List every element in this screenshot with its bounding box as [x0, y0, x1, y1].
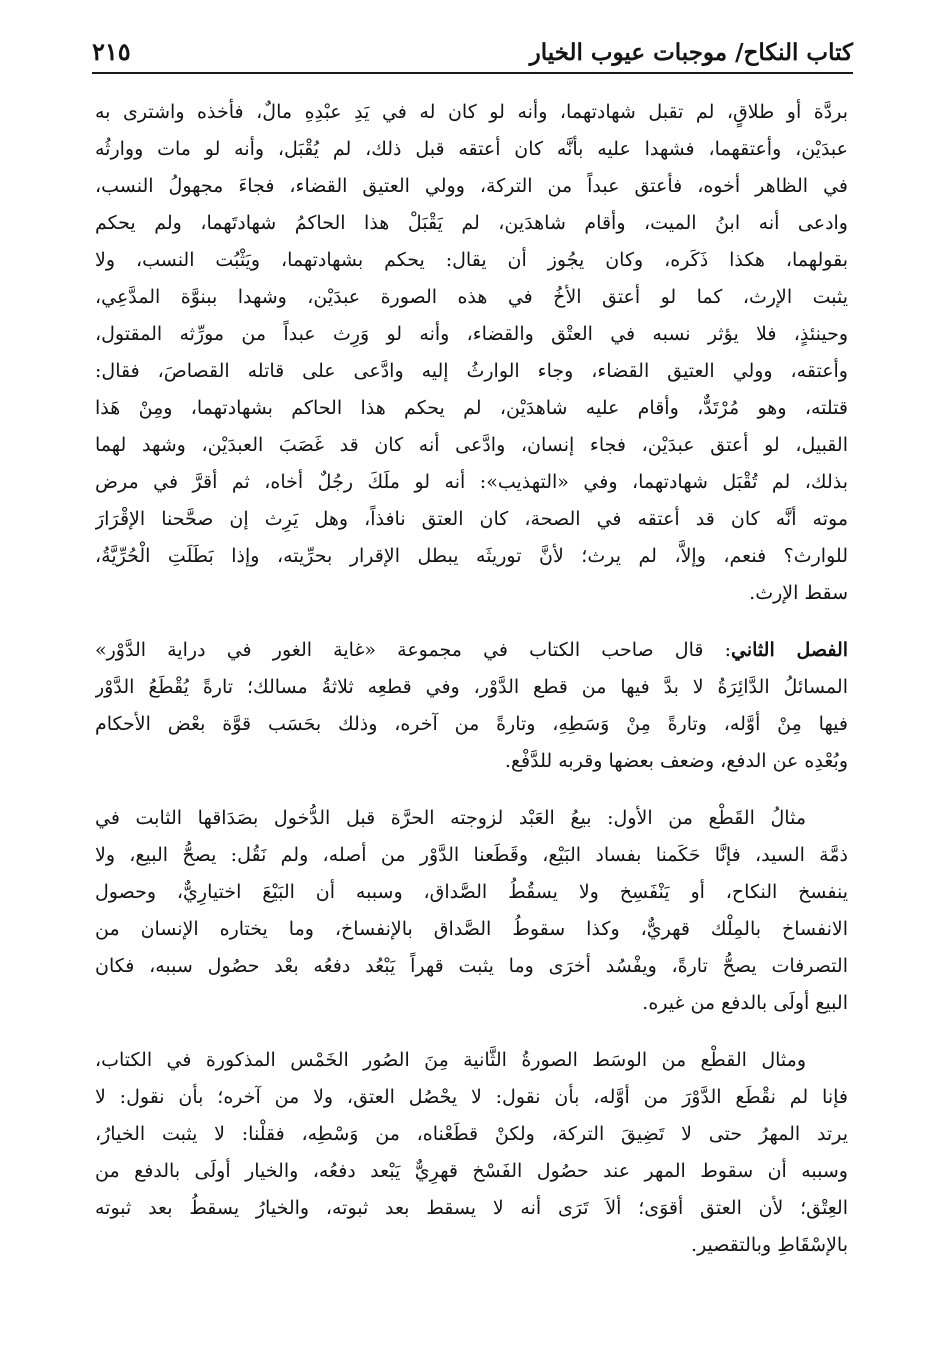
paragraph-4	[95, 1042, 848, 1264]
header-title: كتاب النكاح/ موجبات عيوب الخيار	[529, 39, 853, 66]
heading-line-text: : قال صاحب الكتاب في مجموعة «غاية الغور في دراية الدَّوْر»	[95, 639, 732, 661]
text-line: وادعى أنه ابنُ الميت، وأقام شاهدَين، لم يَقْبَلْ هذا الحاكمُ شهادتَهما، ولم يحكم	[95, 212, 848, 234]
text-line: يرتد المهرُ حتى لا تَضِيقَ التركة، ولكنْ قطَعْناه، من وَسْطِه، فقلْنا: لا يثبت الخيارُ،	[95, 1123, 848, 1145]
text-line: البيع أولَى بالدفع من غيره.	[642, 992, 848, 1014]
text-line: مثالُ القَطْع من الأول: بيعُ العَبْد لزوجته الحرَّة قبل الدُّخول بصَدَاقها الثابت في	[95, 807, 806, 829]
text-line: التصرفات يصحُّ تارةً، ويفْسُد أخرَى وما يثبت قهراً يَبْعُد دفعُه بعْد حصُول سببه، فكان	[95, 955, 848, 977]
text-line: بالإسْقَاطِ وبالتقصير.	[691, 1234, 848, 1256]
section-heading: الفصل الثاني	[731, 639, 848, 661]
text-line: يثبت الإرث، كما لو أعتق الأخُ في هذه الصورة عبدَيْن، وشهدا ببنوَّة المدَّعِي،	[95, 286, 848, 308]
text-line: القبيل، لو أعتق عبدَيْن، فجاء إنسان، وادَّعى أنه كان قد غَصَبَ العبدَيْن، وشهد لهما	[95, 434, 848, 456]
text-line: للوارث؟ فنعم، وإلاَّ، لم يرث؛ لأنَّ توريثَه يبطل الإقرار بحرِّيته، وإذا بَطَلَتِ الْحُرِّيَّةُ،	[95, 545, 848, 567]
body-text	[95, 94, 848, 1264]
text-line: وبُعْدِه عن الدفع، وضعف بعضها وقربه للدَّفْع.	[504, 750, 848, 772]
text-line: في الظاهر أخوه، فأعتق عبداً من التركة، وولي العتيق القضاء، فجاءَ مجهولُ النسب،	[95, 175, 848, 197]
text-line: ينفسخ النكاح، أو يَنْفَسِخ ولا يسقُطُ الصَّداق، وسببه أن البَيْعَ اختيارِيٌّ، وحصول	[95, 881, 848, 903]
paragraph-3	[95, 800, 848, 1022]
text-line: وأعتقه، وولي العتيق القضاء، وجاء الوارثُ إليه وادَّعى على قاتله القصاصَ، فقال:	[95, 360, 848, 382]
running-header	[92, 24, 853, 74]
text-line: سقط الإرث.	[749, 582, 848, 604]
text-line: ذمَّة السيد، فإنَّا حَكَمنا بفساد البَيْع، وقَطَعنا الدَّوْر من أصله، ولم نَقُل: يصحُّ البيع، ولا	[95, 844, 848, 866]
text-line: ومثال القطْع من الوسَط الصورةُ الثَّانية مِنَ الصُور الخَمْس المذكورة في الكتاب،	[95, 1049, 806, 1071]
text-line: العِتْق؛ لأن العتق أقوَى؛ ألاَ تَرَى أنه لا يسقط بعد ثبوته، والخيارُ يسقطُ بعد ثبوته	[95, 1197, 848, 1219]
text-line: بذلك، لم تُقْبَل شهادتهما، وفي «التهذيب»: أنه لو ملَكَ رجُلٌ أخاه، ثم أقرَّ في مرض	[95, 471, 848, 493]
text-line: فإنا لم نقْطَع الدَّوْرَ من أوَّله، بأن نقول: لا يحْصُل العتق، ولا من آخره؛ بأن نقول: لا	[95, 1086, 848, 1108]
paragraph-2	[95, 632, 848, 780]
paragraph-1	[95, 94, 848, 612]
text-line: موته أنَّه كان قد أعتقه في الصحة، كان العتق نافذاً، وهل يَرِث إن صحَّحنا الإقْرَارَ	[95, 508, 848, 530]
text-line: المسائلُ الدَّائِرَةُ لا بدَّ فيها من قطع الدَّوْر، وفي قطعِه ثلاثةُ مسالك؛ تارةً يُقْطَعُ الدَّوْر	[95, 676, 848, 698]
text-line: فيها مِنْ أوَّله، وتارةً مِنْ وَسَطِهِ، وتارةً من آخره، وذلك بحَسَب قوَّة بعْض الأحكام	[95, 713, 848, 735]
text-line: قتلته، وهو مُرْتَدٌّ، وأقام عليه شاهدَيْن، لم يحكم هذا الحاكم بشهادتهما، ومِنْ هَذا	[95, 397, 848, 419]
text-line: وسببه أن سقوط المهر عند حصُول الفَسْخ قهرِيٌّ يَبْعد دفعُه، والخيار أولَى بالدفع من	[95, 1160, 848, 1182]
text-line: عبدَيْن، وأعتقهما، فشهدا عليه بأنَّه كان أعتقه قبل ذلك، لم يُقْبَل، وأنه لو مات ووارثُه	[95, 138, 848, 160]
page-number: ٢١٥	[92, 37, 131, 66]
text-line: بردَّة أو طلاقٍ، لم تقبل شهادتهما، وأنه لو كان له في يَدِ عبْدِهِ مالٌ، فأخذه واشترى به	[95, 101, 848, 123]
text-line: بقولهما، هكذا ذَكَره، وكان يجُوز أن يقال: يحكم بشهادتهما، ويَثْبُت النسب، ولا	[95, 249, 848, 271]
text-line: وحينئذٍ، فلا يؤثر نسبه في العتْق والقضاء، وأنه لو وَرِث عبداً من مورِّثه المقتول،	[95, 323, 848, 345]
text-line: الانفساخ بالمِلْك قهريٌّ، وكذا سقوطُ الصَّداق بالإنفساخ، وما يختاره الإنسان من	[95, 918, 848, 940]
text-line	[95, 632, 848, 669]
